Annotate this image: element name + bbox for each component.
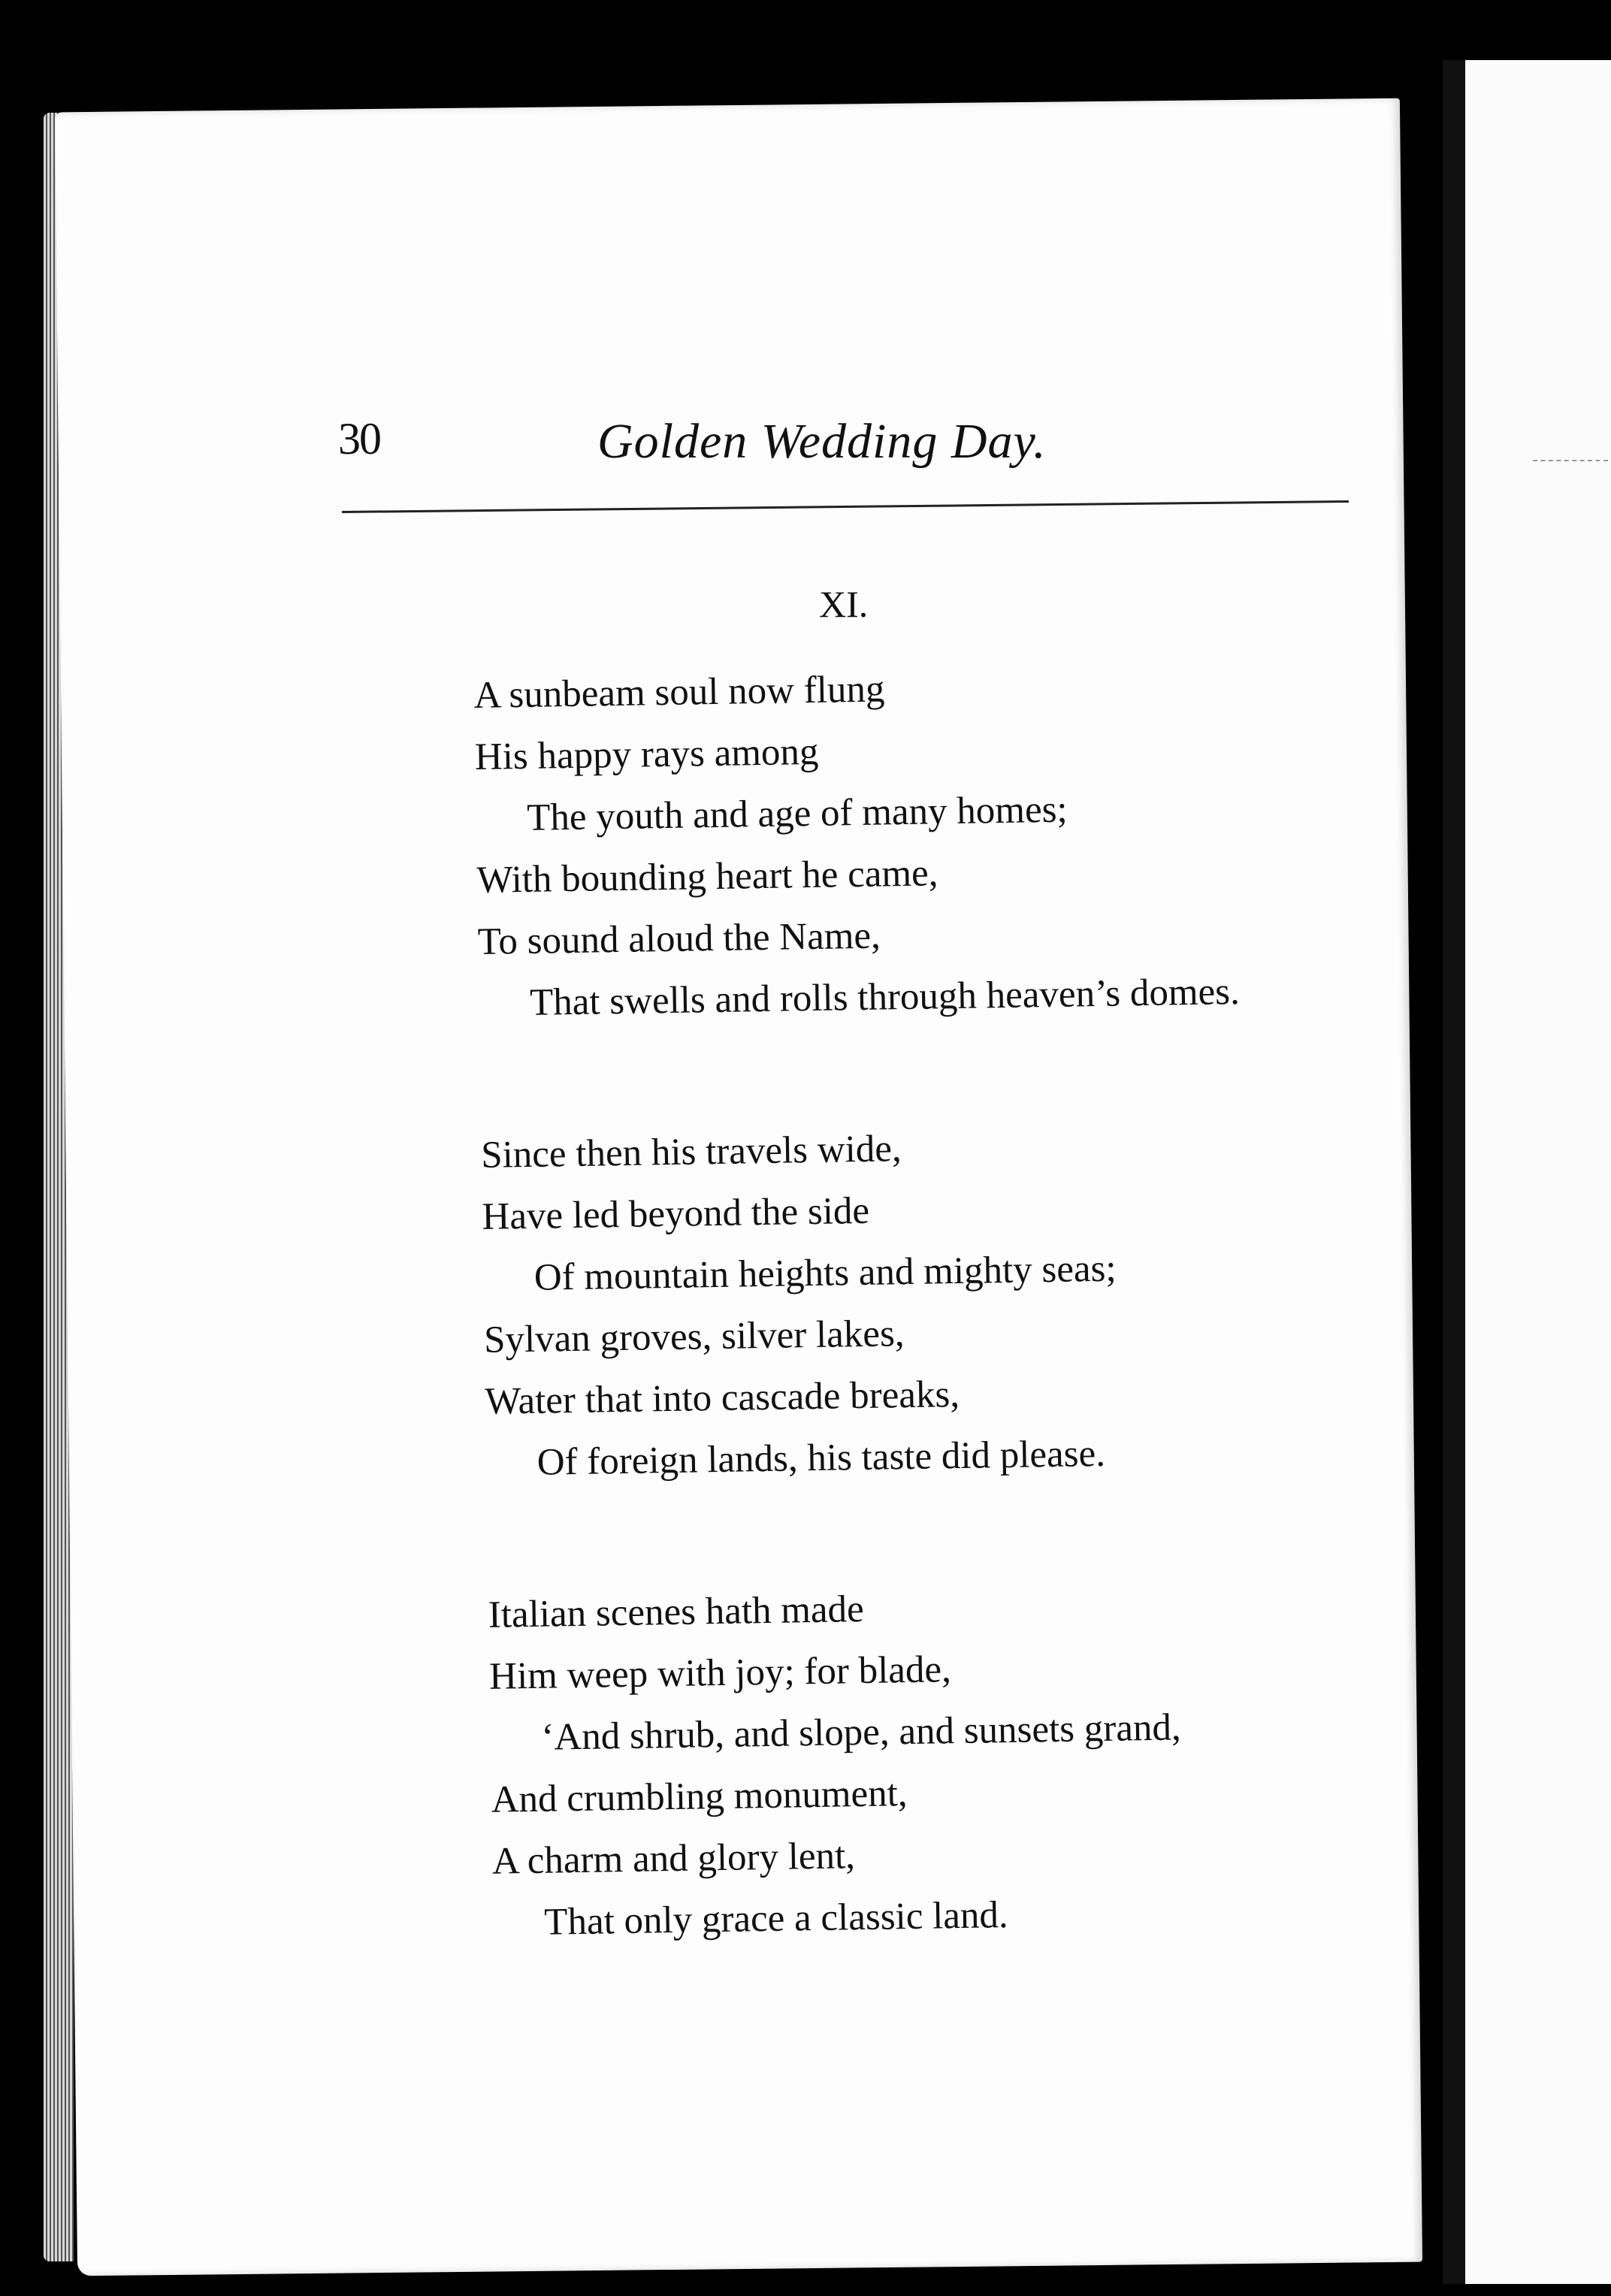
- stanza: [473, 650, 1441, 1035]
- page-header: [338, 413, 1360, 473]
- running-head: Golden Wedding Day.: [597, 414, 1047, 469]
- poem-line: Have led beyond the side: [482, 1189, 870, 1238]
- page-number: 30: [338, 414, 380, 464]
- poem-line: Since then his travels wide,: [480, 1128, 902, 1177]
- poem-line: A sunbeam soul now flung: [473, 668, 885, 717]
- section-number: XI.: [819, 583, 869, 625]
- poem-line: Water that into cascade breaks,: [484, 1373, 960, 1423]
- poem-line: Of mountain heights and mighty seas;: [533, 1247, 1117, 1299]
- poem-line: That swells and rolls through heaven’s domes.: [529, 971, 1241, 1024]
- poem-line: The youth and age of many homes;: [526, 788, 1068, 839]
- poem-line: Italian scenes hath made: [488, 1588, 865, 1636]
- poem-line: Him weep with joy; for blade,: [488, 1648, 952, 1698]
- stanza: [481, 1110, 1449, 1494]
- facing-page-edge: [1443, 60, 1611, 2284]
- poem-line: With bounding heart he came,: [476, 852, 938, 902]
- poem-line: To sound aloud the Name,: [477, 914, 881, 963]
- poem: [473, 650, 1457, 2044]
- poem-line: A charm and glory lent,: [491, 1835, 856, 1883]
- stanza: [488, 1569, 1455, 1954]
- facing-page-rule: [1533, 460, 1608, 461]
- poem-line: ‘And shrub, and slope, and sunsets grand,: [540, 1706, 1182, 1759]
- poem-line: That only grace a classic land.: [543, 1894, 1009, 1944]
- poem-line: Sylvan groves, silver lakes,: [483, 1313, 905, 1361]
- poem-line: Of foreign lands, his taste did please.: [536, 1432, 1106, 1484]
- poem-line: And crumbling monument,: [491, 1772, 908, 1821]
- poem-line: His happy rays among: [474, 730, 819, 778]
